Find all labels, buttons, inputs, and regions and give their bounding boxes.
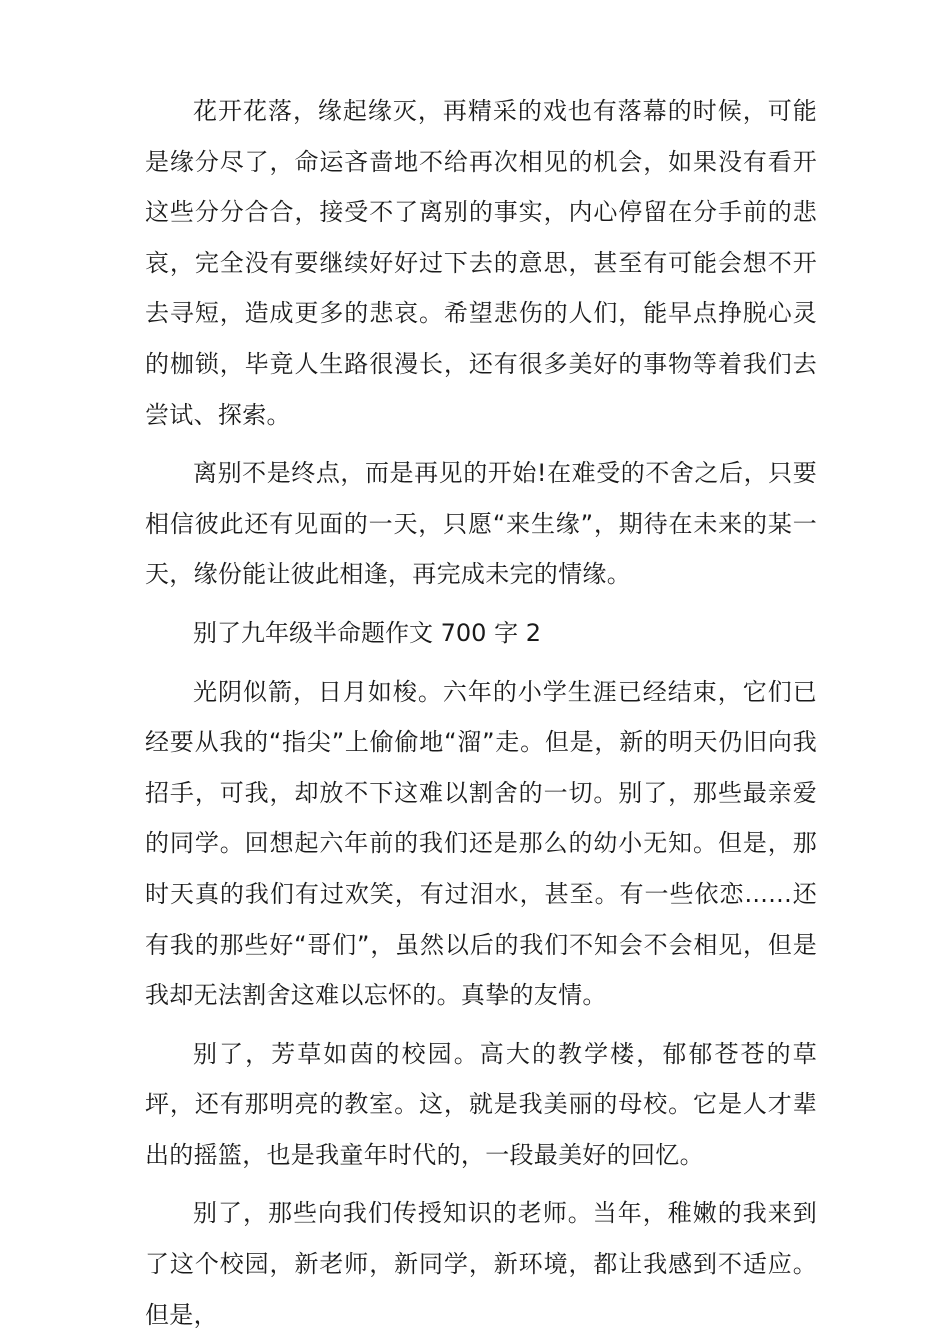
paragraph-spacer <box>145 1021 817 1029</box>
paragraph-spacer <box>145 1180 817 1188</box>
paragraph-spacer <box>145 440 817 448</box>
paragraph-4: 别了，芳草如茵的校园。高大的教学楼，郁郁苍苍的草坪，还有那明亮的教室。这，就是我美丽的母校。它是人才辈出的摇篮，也是我童年时代的，一段最美好的回忆。 <box>145 1039 817 1169</box>
section-heading: 别了九年级半命题作文 700 字 2 <box>193 618 541 647</box>
paragraph-1: 花开花落，缘起缘灭，再精采的戏也有落幕的时候，可能是缘分尽了，命运吝啬地不给再次相见的机会，如果没有看开这些分分合合，接受不了离别的事实，内心停留在分手前的悲哀，完全没有要继续好好过下去的意思，甚至有可能会想不开去寻短，造成更多的悲哀。希望悲伤的人们，能早点挣脱心灵的枷锁，毕竟人生路很漫长，还有很多美好的事物等着我们去尝试、探索。 <box>145 97 817 429</box>
document-page <box>145 86 817 1340</box>
paragraph-spacer <box>145 600 817 608</box>
paragraph-3: 光阴似箭，日月如梭。六年的小学生涯已经结束，它们已经要从我的“指尖”上偷偷地“溜”走。但是，新的明天仍旧向我招手，可我，却放不下这难以割舍的一切。别了，那些最亲爱的同学。回想起六年前的我们还是那么的幼小无知。但是，那时天真的我们有过欢笑，有过泪水，甚至。有一些依恋......还有我的那些好“哥们”，虽然以后的我们不知会不会相见，但是我却无法割舍这难以忘怀的。真挚的友情。 <box>145 677 817 1010</box>
paragraph-2: 离别不是终点，而是再见的开始!在难受的不舍之后，只要相信彼此还有见面的一天，只愿“来生缘”，期待在未来的某一天，缘份能让彼此相逢，再完成未完的情缘。 <box>145 459 817 589</box>
paragraph-spacer <box>145 659 817 667</box>
paragraph-5: 别了，那些向我们传授知识的老师。当年，稚嫩的我来到了这个校园，新老师，新同学，新环境，都让我感到不适应。但是， <box>145 1199 817 1329</box>
